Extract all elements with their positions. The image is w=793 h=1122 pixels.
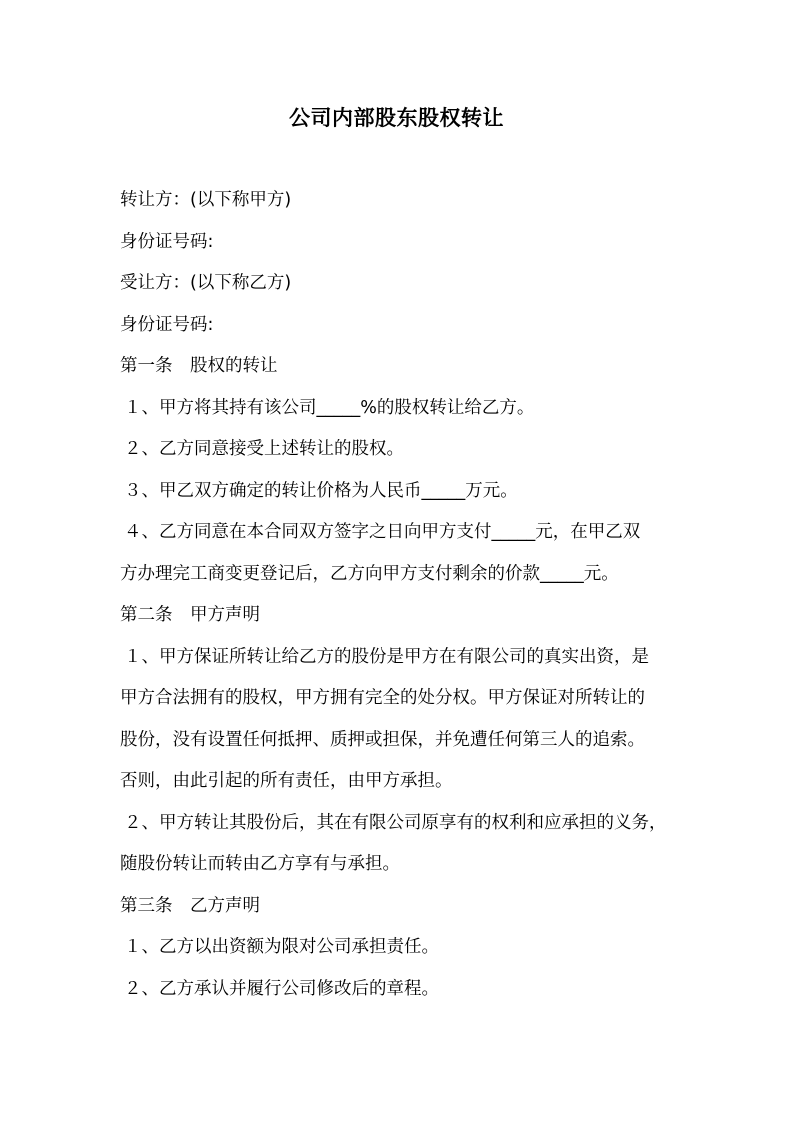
article-2-clause-1-cont-3: 否则，由此引起的所有责任，由甲方承担。	[120, 771, 453, 791]
article-1-heading: 第一条 股权的转让	[120, 356, 278, 376]
transferor-id-line: 身份证号码:	[120, 231, 214, 252]
article-2-clause-1-cont-2: 股份，没有设置任何抵押、质押或担保，并免遭任何第三人的追索。	[120, 729, 645, 750]
article-1-clause-2: ２、乙方同意接受上述转让的股权。	[124, 439, 404, 459]
article-2-clause-2-cont: 随股份转让而转由乙方享有与承担。	[120, 854, 400, 874]
transferee-id-line: 身份证号码:	[120, 314, 214, 335]
article-1-clause-1: １、甲方将其持有该公司_____%的股权转让给乙方。	[124, 397, 535, 418]
article-3-heading: 第三条 乙方声明	[120, 895, 260, 916]
article-1-clause-4: ４、乙方同意在本合同双方签字之日向甲方支付_____元，在甲乙双	[124, 522, 641, 542]
article-3-clause-2: ２、乙方承认并履行公司修改后的章程。	[124, 978, 439, 999]
article-2-clause-2: ２、甲方转让其股份后，其在有限公司原享有的权利和应承担的义务，	[124, 812, 667, 833]
article-2-clause-1-cont-1: 甲方合法拥有的股权，甲方拥有完全的处分权。甲方保证对所转让的	[120, 688, 645, 708]
transferor-line: 转让方：(以下称甲方)	[120, 190, 292, 210]
transferee-line: 受让方：(以下称乙方)	[120, 273, 292, 293]
article-1-clause-4-cont: 方办理完工商变更登记后，乙方向甲方支付剩余的价款_____元。	[120, 563, 619, 584]
article-3-clause-1: １、乙方以出资额为限对公司承担责任。	[124, 937, 439, 957]
article-1-clause-3: ３、甲乙双方确定的转让价格为人民币_____万元。	[124, 480, 518, 501]
document-title: 公司内部股东股权转让	[289, 106, 504, 130]
article-2-heading: 第二条 甲方声明	[120, 605, 260, 625]
article-2-clause-1: １、甲方保证所转让给乙方的股份是甲方在有限公司的真实出资，是	[124, 646, 649, 667]
document-body	[120, 180, 680, 1010]
